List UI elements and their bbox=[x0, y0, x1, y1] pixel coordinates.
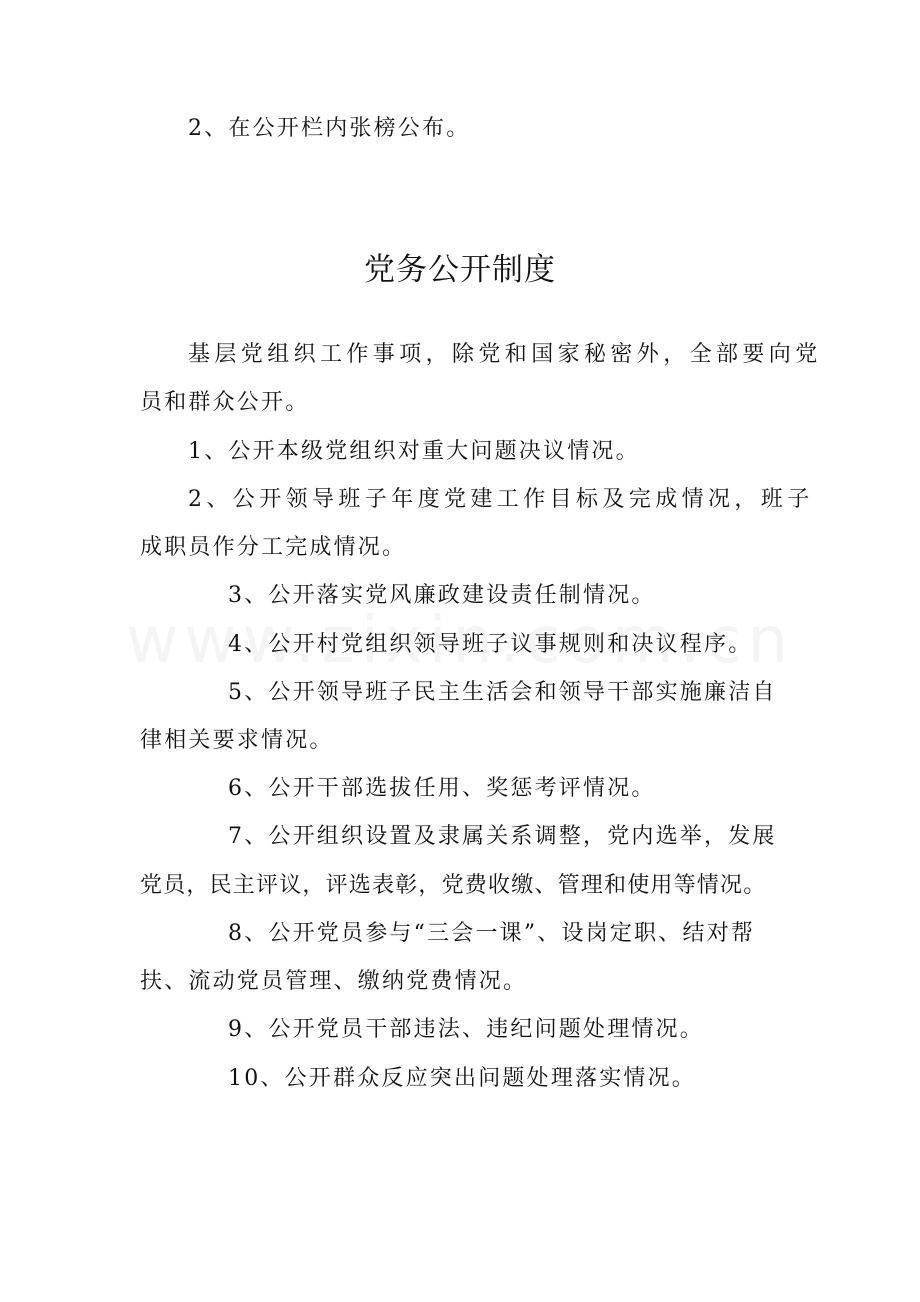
list-item-3: 3、公开落实党风廉政建设责任制情况。 bbox=[228, 583, 656, 608]
previous-section-last-item: 2、在公开栏内张榜公布。 bbox=[188, 116, 471, 141]
list-item-4: 4、公开村党组织领导班子议事规则和决议程序。 bbox=[228, 632, 753, 657]
list-item-8-line-2: 扶、流动党员管理、缴纳党费情况。 bbox=[140, 969, 528, 994]
list-item-7-line-1: 7、公开组织设置及隶属关系调整，党内选举，发展 bbox=[228, 824, 777, 849]
list-item-6: 6、公开干部选拔任用、奖惩考评情况。 bbox=[228, 776, 656, 801]
intro-paragraph-line-1: 基层党组织工作事项，除党和国家秘密外，全部要向党 bbox=[188, 342, 822, 367]
list-item-9: 9、公开党员干部违法、违纪问题处理情况。 bbox=[228, 1017, 704, 1042]
intro-paragraph-line-2: 员和群众公开。 bbox=[140, 390, 310, 415]
list-item-10: 10、公开群众反应突出问题处理落实情况。 bbox=[228, 1066, 696, 1091]
list-item-5-line-1: 5、公开领导班子民主生活会和领导干部实施廉洁自 bbox=[228, 680, 777, 705]
list-item-2-line-1: 2、公开领导班子年度党建工作目标及完成情况，班子 bbox=[188, 487, 814, 512]
list-item-8-line-1: 8、公开党员参与“三会一课”、设岗定职、结对帮 bbox=[228, 921, 756, 946]
list-item-1: 1、公开本级党组织对重大问题决议情况。 bbox=[188, 439, 640, 464]
page-title: 党务公开制度 bbox=[364, 252, 556, 288]
list-item-5-line-2: 律相关要求情况。 bbox=[140, 728, 334, 753]
list-item-2-line-2: 成职员作分工完成情况。 bbox=[140, 535, 407, 560]
list-item-7-line-2: 党员，民主评议，评选表彰，党费收缴、管理和使用等情况。 bbox=[140, 873, 767, 898]
